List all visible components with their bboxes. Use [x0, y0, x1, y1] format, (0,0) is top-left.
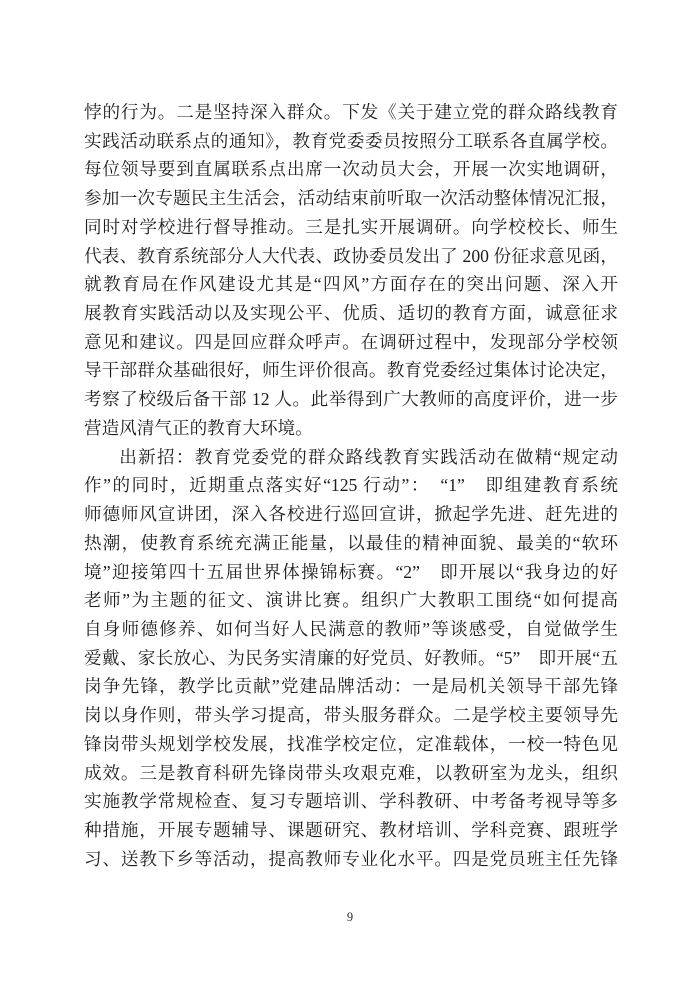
text-line: 参加一次专题民主生活会，活动结束前听取一次活动整体情况汇报，: [84, 188, 618, 209]
text-line: 就教育局在作风建设尤其是“四风”方面存在的突出问题、深入开: [84, 274, 618, 295]
text-line: 代表、教育系统部分人大代表、政协委员发出了 200 份征求意见函，: [84, 245, 618, 266]
text-line: 实践活动联系点的通知》，教育党委委员按照分工联系各直属学校。: [84, 130, 618, 151]
text-line: 每位领导要到直属联系点出席一次动员大会，开展一次实地调研，: [84, 159, 618, 180]
paragraph: [84, 443, 618, 874]
text-line: 导干部群众基础很好，师生评价很高。教育党委经过集体讨论决定，: [84, 360, 618, 381]
document-body: [84, 98, 618, 873]
text-line: 成效。三是教育科研先锋岗带头攻艰克难，以教研室为龙头，组织: [84, 762, 618, 783]
text-line: 老师”为主题的征文、演讲比赛。组织广大教职工围绕“如何提高: [84, 590, 618, 611]
text-line: 作”的同时，近期重点落实好“125 行动”： “1” 即组建教育系统: [84, 475, 618, 496]
text-line: 爱戴、家长放心、为民务实清廉的好党员、好教师。“5” 即开展“五: [84, 647, 618, 668]
text-line: 自身师德修养、如何当好人民满意的教师”等谈感受，自觉做学生: [84, 618, 618, 639]
text-line: 展教育实践活动以及实现公平、优质、适切的教育方面，诚意征求: [84, 303, 618, 324]
text-line: 岗以身作则，带头学习提高，带头服务群众。二是学校主要领导先: [84, 705, 618, 726]
text-line: 出新招：教育党委党的群众路线教育实践活动在做精“规定动: [119, 446, 618, 467]
text-line: 锋岗带头规划学校发展，找准学校定位，定准载体，一校一特色见: [84, 733, 618, 754]
paragraph: [84, 98, 618, 443]
text-line: 营造风清气正的教育大环境。: [84, 417, 313, 438]
text-line: 境”迎接第四十五届世界体操锦标赛。“2” 即开展以“我身边的好: [84, 561, 618, 582]
text-line: 意见和建议。四是回应群众呼声。在调研过程中，发现部分学校领: [84, 331, 618, 352]
text-line: 习、送教下乡等活动，提高教师专业化水平。四是党员班主任先锋: [84, 848, 618, 869]
text-line: 悖的行为。二是坚持深入群众。下发《关于建立党的群众路线教育: [84, 102, 618, 122]
text-line: 种措施，开展专题辅导、课题研究、教材培训、学科竞赛、跟班学: [84, 819, 618, 840]
text-line: 同时对学校进行督导推动。三是扎实开展调研。向学校校长、师生: [84, 216, 618, 237]
text-line: 师德师风宣讲团，深入各校进行巡回宣讲，掀起学先进、赶先进的: [84, 504, 618, 525]
page-number: 9: [346, 910, 354, 924]
text-line: 考察了校级后备干部 12 人。此举得到广大教师的高度评价，进一步: [84, 389, 618, 410]
text-line: 热潮，使教育系统充满正能量，以最佳的精神面貌、最美的“软环: [84, 532, 618, 553]
text-line: 实施教学常规检查、复习专题培训、学科教研、中考备考视导等多: [84, 791, 618, 812]
text-line: 岗争先锋，教学比贡献”党建品牌活动：一是局机关领导干部先锋: [84, 676, 618, 697]
